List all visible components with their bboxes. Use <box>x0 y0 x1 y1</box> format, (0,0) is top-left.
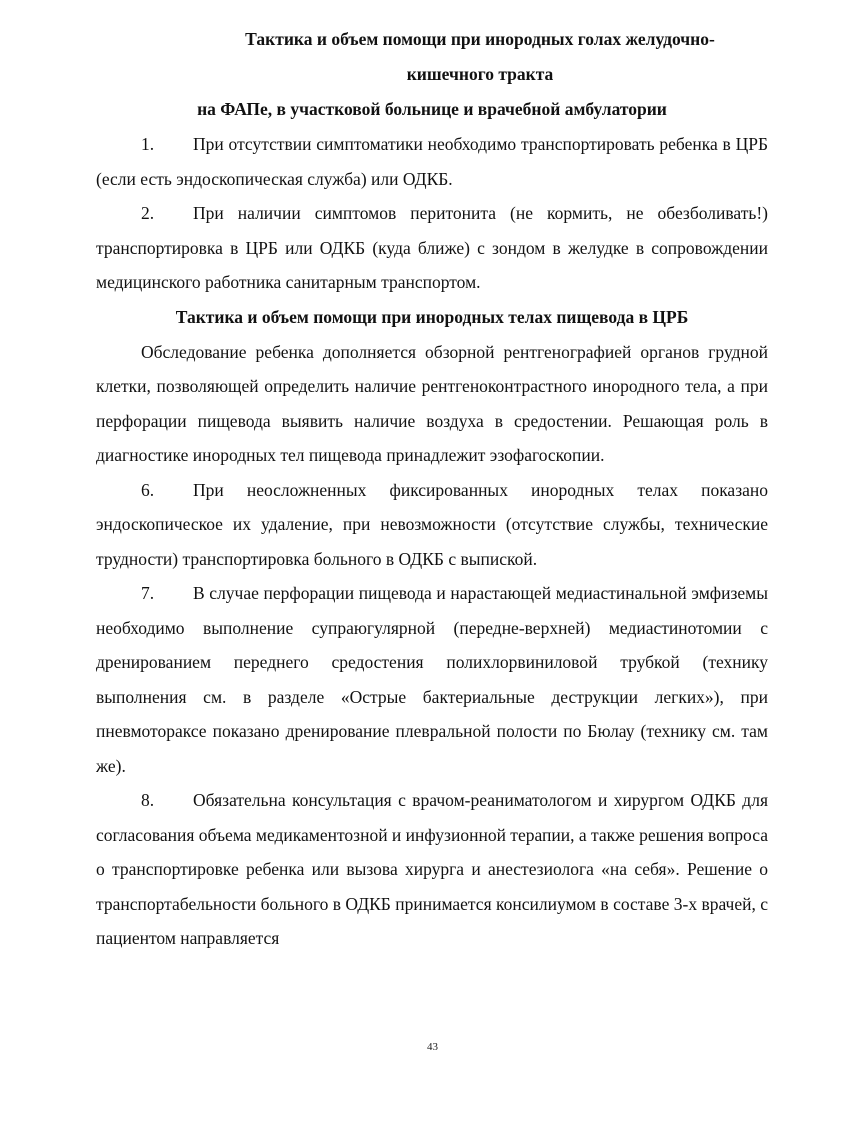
list-item-2 <box>96 196 768 300</box>
list-item-1 <box>96 127 768 196</box>
list-item-text: В случае перфорации пищевода и нарастающей медиастинальной эмфиземы необходимо выполнение супраюгулярной (передне-верхней) медиастинотомии с дренированием переднего средостения полихлорвиниловой трубкой (технику выполнения см. в разделе «Острые бактериальные деструкции легких»), при пневмотораксе показано дренирование плевральной полости по Бюлау (технику см. там же). <box>96 583 768 776</box>
list-item-text: При неосложненных фиксированных инородных телах показано эндоскопическое их удаление, при невозможности (отсутствие службы, технические трудности) транспортировка больного в ОДКБ с выпиской. <box>96 479 768 569</box>
list-item-text: При отсутствии симптоматики необходимо транспортировать ребенка в ЦРБ (если есть эндоскопическая служба) или ОДКБ. <box>96 134 768 189</box>
heading-line-3: на ФАПе, в участковой больнице и врачебной амбулатории <box>197 99 667 119</box>
list-number: 8. <box>141 790 155 810</box>
list-number: 1. <box>141 134 155 154</box>
list-item-text: Обязательна консультация с врачом-реаниматологом и хирургом ОДКБ для согласования объема медикаментозной и инфузионной терапии, а также решения вопроса о транспортировке ребенка или вызова хирурга и анестезиолога «на себя». Решение о транспортабельности больного в ОДКБ принимается консилиумом в составе 3-х врачей, с пациентом направляется <box>96 790 768 948</box>
list-item-6 <box>96 473 768 577</box>
list-number: 7. <box>141 583 155 603</box>
list-item-8 <box>96 783 768 956</box>
heading-foreign-bodies-gi-tract <box>96 22 768 92</box>
heading-esophagus-crb: Тактика и объем помощи при инородных телах пищевода в ЦРБ <box>175 306 689 327</box>
intro-paragraph: Обследование ребенка дополняется обзорной рентгенографией органов грудной клетки, позволяющей определить наличие рентгеноконтрастного инородного тела, а при перфорации пищевода выявить наличие воздуха в средостении. Решающая роль в диагностике инородных тел пищевода принадлежит эзофагоскопии. <box>96 341 768 465</box>
document-page <box>96 22 768 956</box>
heading-line-1: Тактика и объем помощи при инородных голах желудочно- <box>245 29 715 49</box>
page-number: 43 <box>427 1041 438 1053</box>
list-number: 6. <box>141 479 155 500</box>
list-number: 2. <box>141 203 155 223</box>
list-item-7 <box>96 576 768 783</box>
list-item-text: При наличии симптомов перитонита (не кормить, не обезболивать!) транспортировка в ЦРБ или ОДКБ (куда ближе) с зондом в желудке в сопровождении медицинского работника санитарным транспортом. <box>96 203 768 292</box>
heading-line-2: кишечного тракта <box>406 64 554 84</box>
